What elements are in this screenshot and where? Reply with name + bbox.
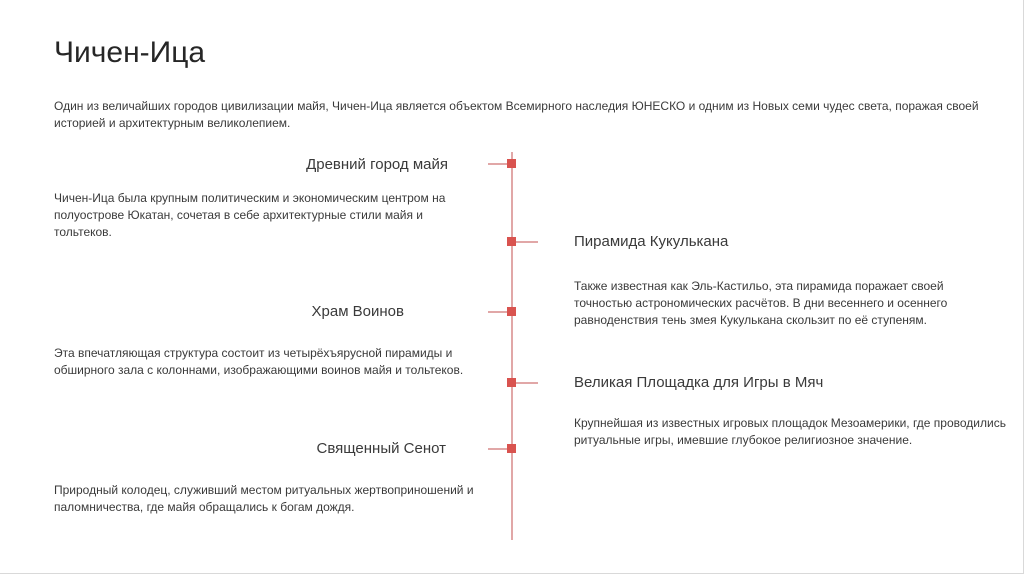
event-description-5: Природный колодец, служивший местом ритуальных жертвоприношений и паломничества, где майя обращались к богам дождя. [54,483,474,514]
timeline-axis [511,152,513,540]
event-title-4: Великая Площадка для Игры в Мяч [574,374,824,391]
event-description-1: Чичен-Ица была крупным политическим и экономическим центром на полуострове Юкатан, сочетая в себе архитектурные стили майя и тольтеков. [54,191,446,239]
event-description-4: Крупнейшая из известных игровых площадок Мезоамерики, где проводились ритуальные игры, имевшие глубокое религиозное значение. [574,416,1006,447]
slide-title: Чичен-Ица [54,36,206,69]
event-title-5: Священный Сенот [316,440,446,457]
timeline-marker-3 [507,307,516,316]
event-title-1: Древний город майя [306,156,448,173]
event-description-2: Также известная как Эль-Кастильо, эта пирамида поражает своей точностью астрономических расчётов. В дни весеннего и осеннего равноденствия тень змея Кукулькана скользит по её ступеням. [574,279,948,327]
event-description-3: Эта впечатляющая структура состоит из четырёхъярусной пирамиды и обширного зала с колоннами, изображающими воинов майя и тольтеков. [54,346,464,377]
timeline-marker-1 [507,159,516,168]
event-title-3: Храм Воинов [311,303,404,320]
timeline-marker-5 [507,444,516,453]
intro-paragraph: Один из величайших городов цивилизации майя, Чичен-Ица является объектом Всемирного наследия ЮНЕСКО и одним из Новых семи чудес света, поражая своей историей и архитектурным великолепием. [54,99,979,130]
timeline-marker-2 [507,237,516,246]
event-title-2: Пирамида Кукулькана [574,233,729,250]
timeline-marker-4 [507,378,516,387]
